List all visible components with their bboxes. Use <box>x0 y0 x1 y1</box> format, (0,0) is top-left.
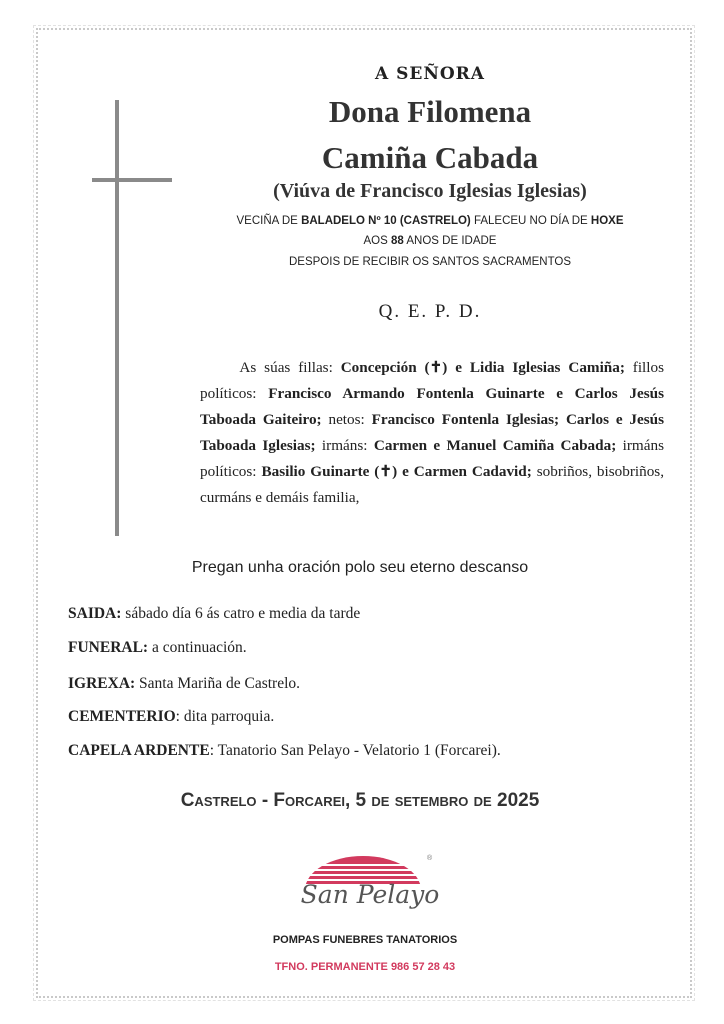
qepd: Q. E. P. D. <box>378 301 482 322</box>
schedule-chapel: CAPELA ARDENTE: Tanatorio San Pelayo - Velatorio 1 (Forcarei). <box>68 742 501 759</box>
cross-icon-horizontal <box>92 178 172 182</box>
schedule-church: IGREXA: Santa Mariña de Castrelo. <box>68 675 301 692</box>
sacraments-line: DESPOIS DE RECIBIR OS SANTOS SACRAMENTOS <box>288 256 572 268</box>
deceased-name-first: Dona Filomena <box>328 94 532 129</box>
cross-icon-vertical <box>115 100 119 536</box>
prayer-request: Pregan unha oración polo seu eterno descanso <box>191 559 529 576</box>
schedule-departure: SAIDA: sábado día 6 ás catro e media da tarde <box>68 605 361 622</box>
place-and-date: Castrelo - Forcarei, 5 de setembro de 2025 <box>180 790 540 811</box>
schedule-cemetery: CEMENTERIO: dita parroquia. <box>68 708 275 725</box>
logo-wordmark: San Pelayo <box>300 880 440 909</box>
registered-mark: ® <box>427 855 433 862</box>
family-paragraph: As súas fillas: Concepción (✝) e Lidia Iglesias Camiña; fillos políticos: Francisco Armando Fontenla Guinarte e Carlos Jesús Taboada Gaiteiro; netos: Francisco Fontenla Iglesias; Carlos e Jesús Taboada Iglesias; irmáns: Carmen e Manuel Camiña Cabada; irmáns políticos: Basilio Guinarte (✝) e Carmen Cadavid; sobriños, bisobriños, curmáns e demáis familia, <box>200 359 665 506</box>
phone-number: TFNO. PERMANENTE 986 57 28 43 <box>274 961 456 973</box>
deceased-name-surname: Camiña Cabada <box>321 140 539 175</box>
widow-note: (Viúva de Francisco Iglesias Iglesias) <box>273 180 587 202</box>
company-tagline: POMPAS FUNEBRES TANATORIOS <box>272 934 458 946</box>
residence-line: VECIÑA DE BALADELO Nº 10 (CASTRELO) FALECEU NO DÍA DE HOXE <box>236 215 624 227</box>
age-line: AOS 88 ANOS DE IDADE <box>363 235 497 247</box>
schedule-funeral: FUNERAL: a continuación. <box>68 639 247 656</box>
salutation: A SEÑORA <box>374 64 485 84</box>
